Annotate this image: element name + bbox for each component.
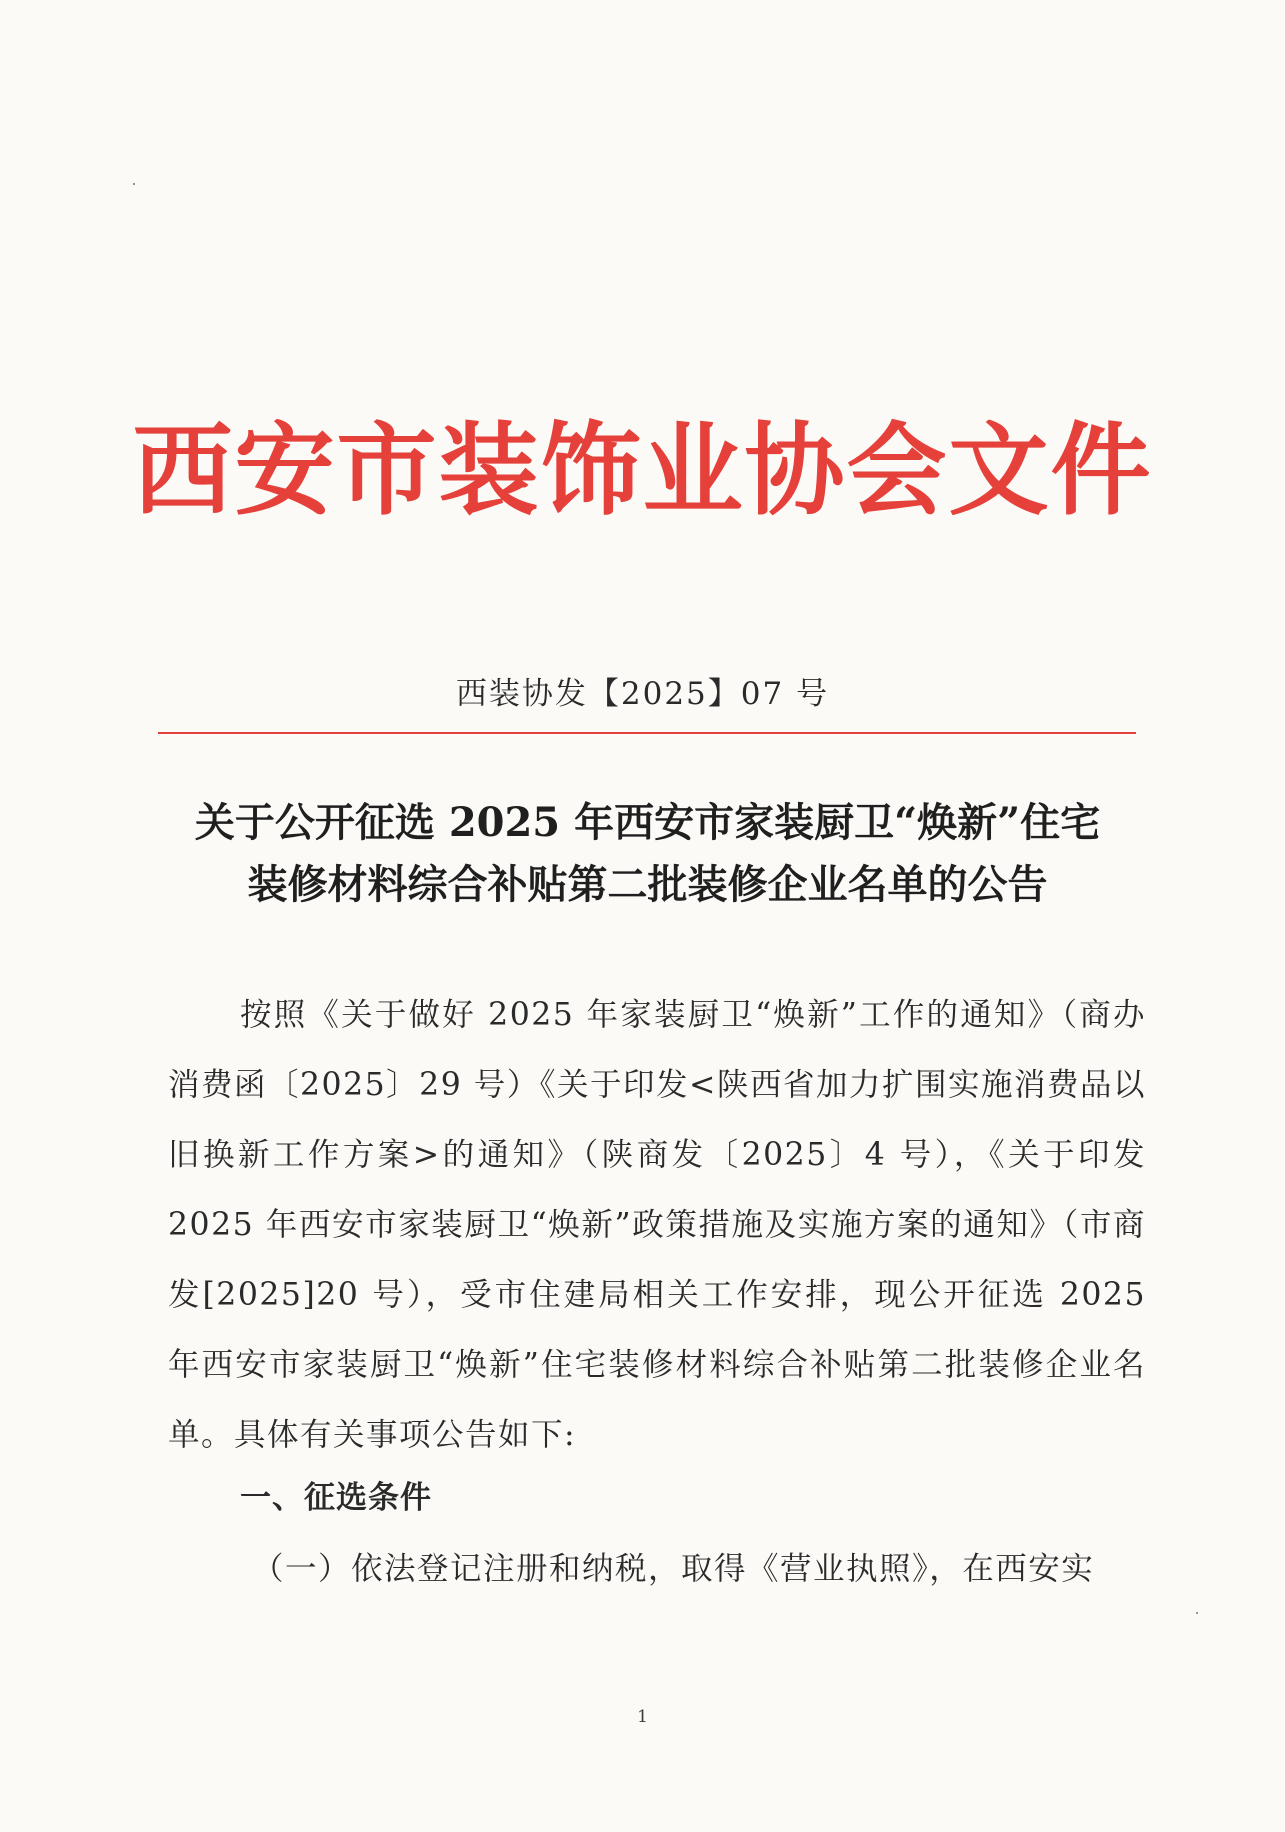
red-divider-line [158, 732, 1136, 734]
scan-speck [133, 183, 135, 185]
notice-title-line-2: 装修材料综合补贴第二批装修企业名单的公告 [247, 861, 1048, 908]
scan-speck [1196, 1612, 1198, 1614]
page-number: 1 [637, 1707, 648, 1727]
section-heading-1: 一、征选条件 [240, 1480, 432, 1516]
clause-1: （一）依法登记注册和纳税，取得《营业执照》，在西安实 [252, 1551, 1095, 1587]
notice-title [150, 792, 1145, 916]
notice-title-line-1: 关于公开征选 2025 年西安市家装厨卫“焕新”住宅 [194, 799, 1101, 846]
body-text [168, 980, 1146, 1470]
issuer-header-title: 西安市装饰业协会文件 [132, 411, 1153, 529]
document-number: 西装协发【2025】07 号 [455, 676, 830, 712]
body-paragraph-1: 按照《关于做好 2025 年家装厨卫“焕新”工作的通知》（商办消费函〔2025〕29 号）《关于印发<陕西省加力扩围实施消费品以旧换新工作方案>的通知》（陕商发〔2025〕4 号），《关于印发 2025 年西安市家装厨卫“焕新”政策措施及实施方案的通知》（市商发[2025]20 号），受市住建局相关工作安排，现公开征选 2025 年西安市家装厨卫“焕新”住宅装修材料综合补贴第二批装修企业名单。具体有关事项公告如下: [168, 997, 1146, 1453]
